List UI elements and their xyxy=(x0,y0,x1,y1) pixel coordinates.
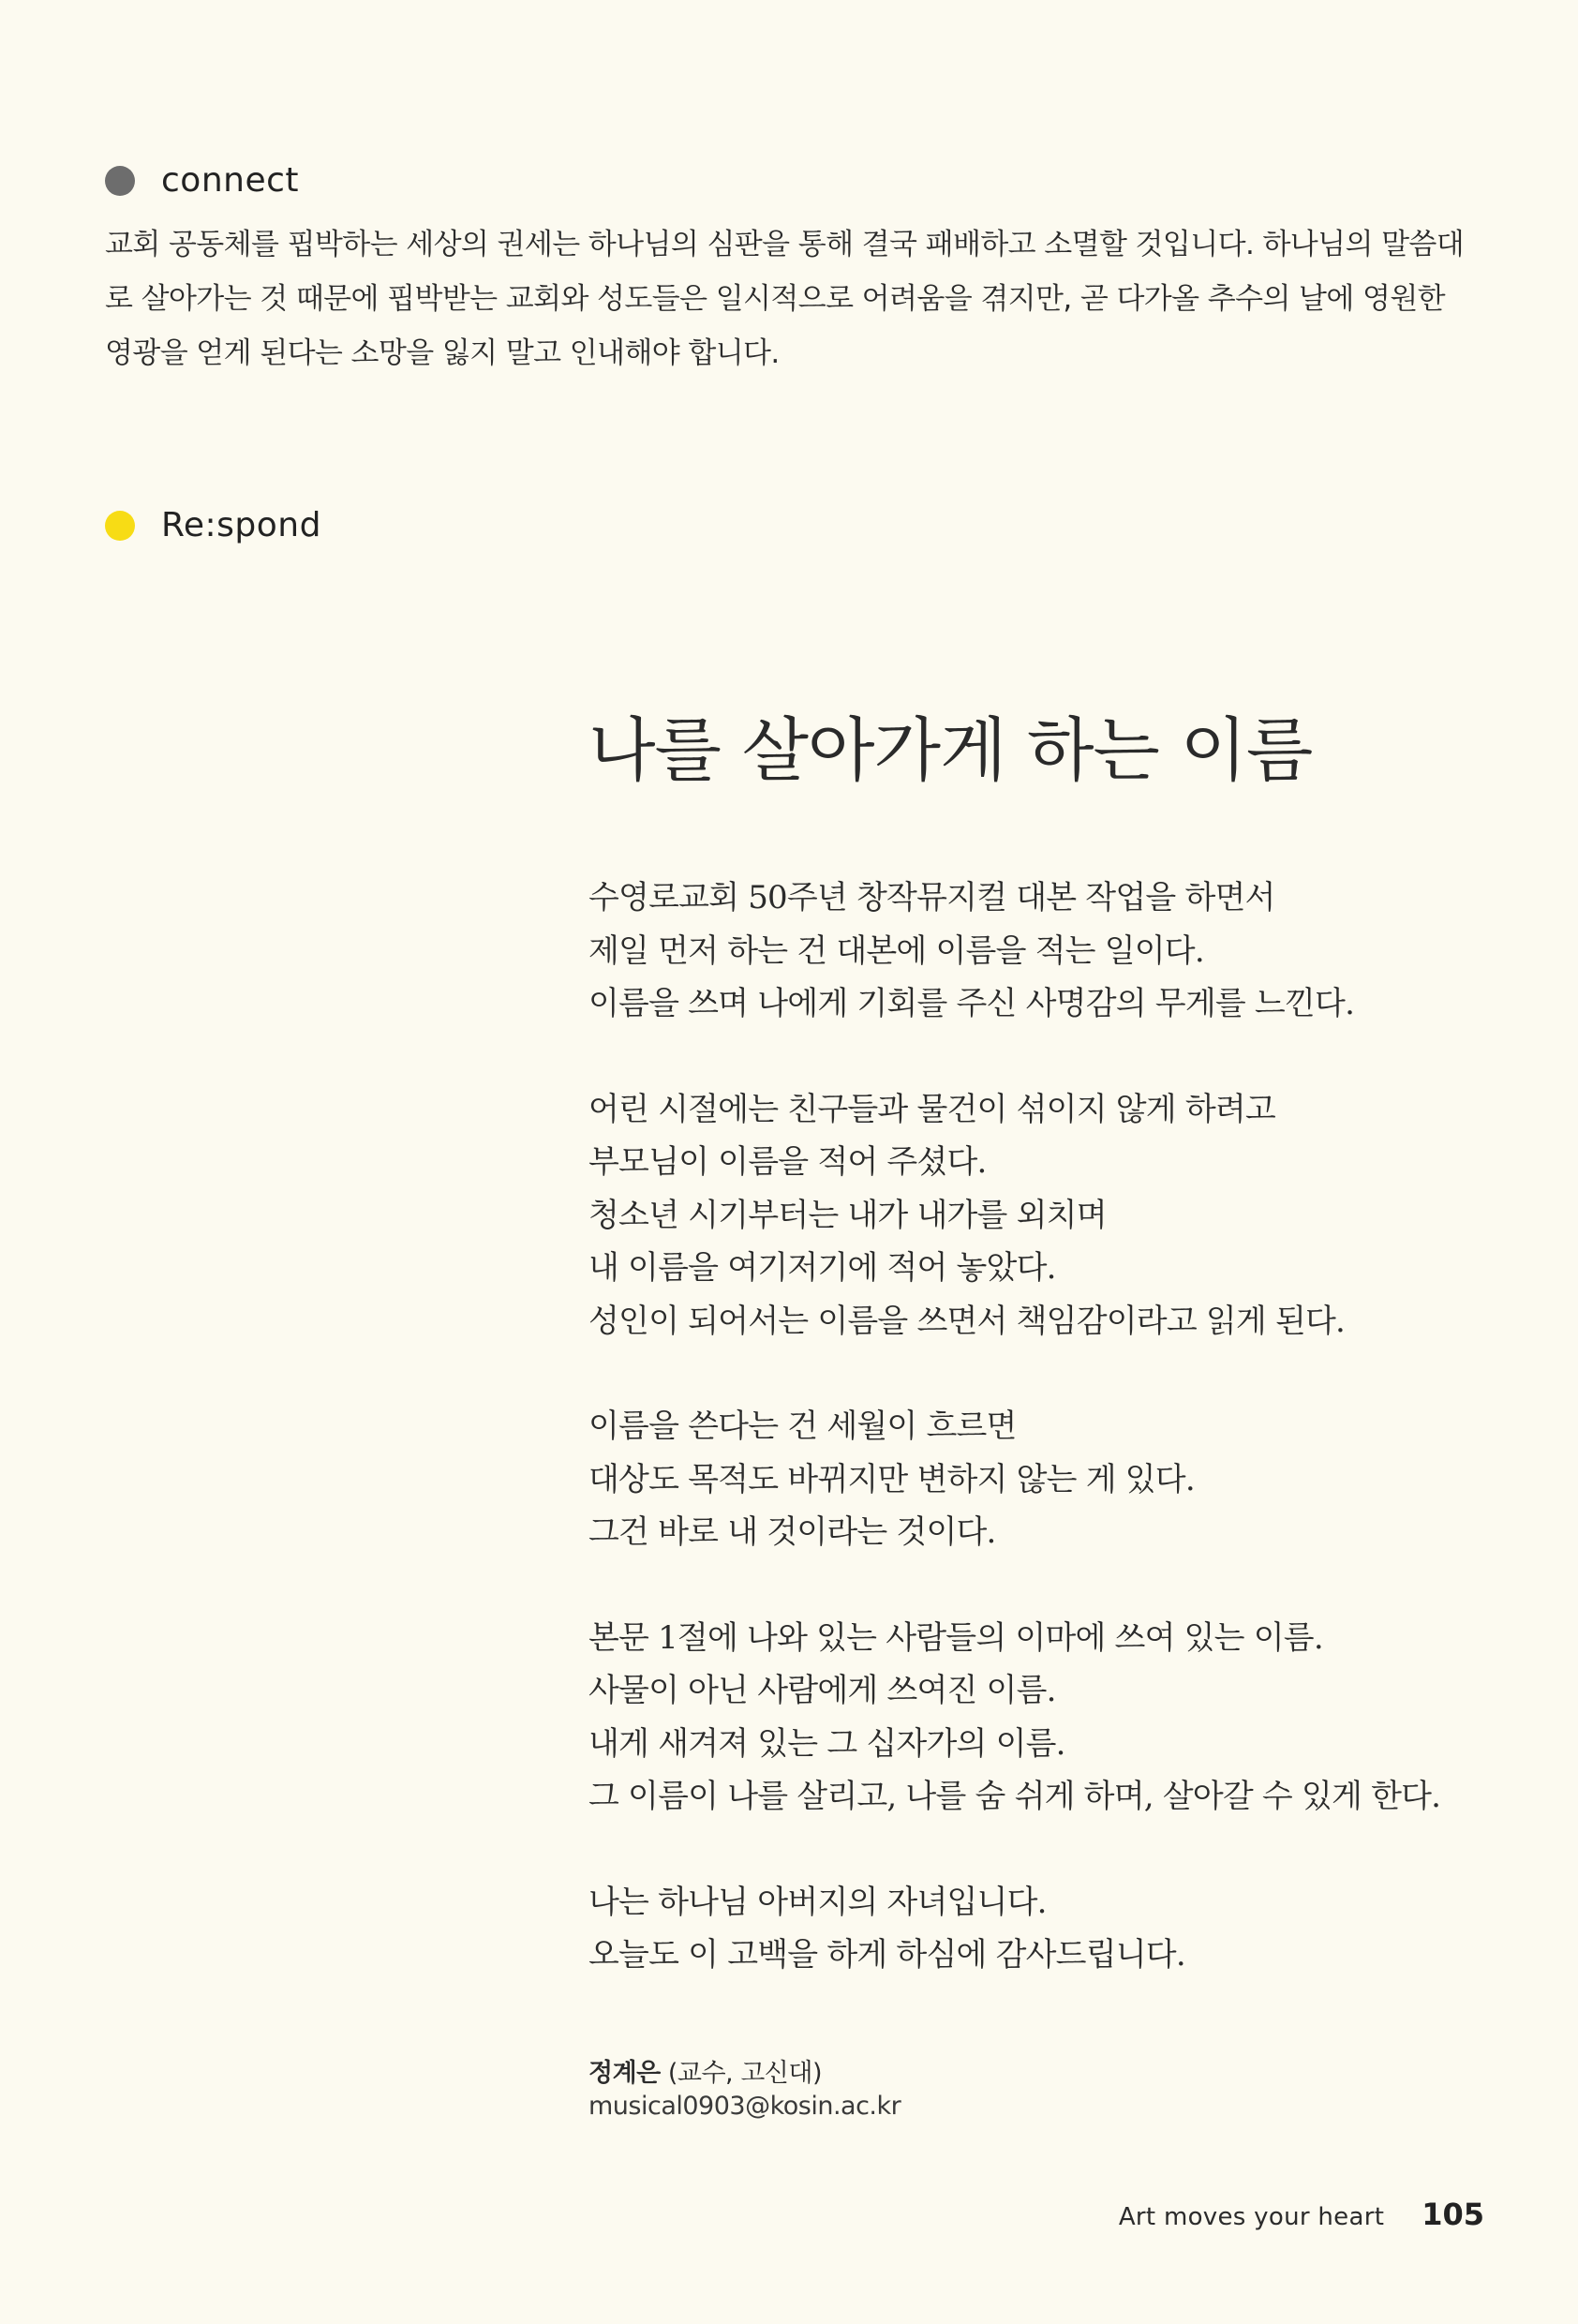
poem-line: 사물이 아닌 사람에게 쓰여진 이름. xyxy=(588,1672,1056,1709)
connect-heading xyxy=(105,161,299,200)
poem-line: 수영로교회 50주년 창작뮤지컬 대본 작업을 하면서 xyxy=(588,879,1275,916)
respond-heading xyxy=(105,506,321,544)
poem-body xyxy=(588,872,1479,2034)
poem-line: 성인이 되어서는 이름을 쓰면서 책임감이라고 읽게 된다. xyxy=(588,1302,1346,1340)
poem-line: 제일 먼저 하는 건 대본에 이름을 적는 일이다. xyxy=(588,931,1204,970)
poem-stanza xyxy=(588,1876,1479,1982)
poem-line: 오늘도 이 고백을 하게 하심에 감사드립니다. xyxy=(588,1936,1185,1974)
poem-line: 그건 바로 내 것이라는 것이다. xyxy=(588,1513,996,1551)
poem-stanza xyxy=(588,1083,1479,1348)
poem-line: 내 이름을 여기저기에 적어 놓았다. xyxy=(588,1249,1056,1287)
poem-line: 청소년 시기부터는 내가 내가를 외치며 xyxy=(588,1196,1107,1234)
poem-line: 이름을 쓴다는 건 세월이 흐르면 xyxy=(588,1408,1017,1445)
poem-line: 나는 하나님 아버지의 자녀입니다. xyxy=(588,1883,1047,1921)
poem-stanza xyxy=(588,872,1479,1031)
page-footer xyxy=(1119,2197,1484,2232)
connect-paragraph: 교회 공동체를 핍박하는 세상의 권세는 하나님의 심판을 통해 결국 패배하고 소멸할 것입니다. 하나님의 말씀대로 살아가는 것 때문에 핍박받는 교회와 성도들은 일시적으로 어려움을 겪지만, 곧 다가올 추수의 날에 영원한 영광을 얻게 된다는 소망을 잃지 말고 인내해야 합니다. xyxy=(105,228,1465,370)
respond-bullet-icon xyxy=(105,511,135,541)
connect-bullet-icon xyxy=(105,166,135,196)
author-name: 정계은 xyxy=(588,2059,661,2088)
poem-line: 어린 시절에는 친구들과 물건이 섞이지 않게 하려고 xyxy=(588,1090,1275,1128)
page-number: 105 xyxy=(1422,2197,1484,2232)
poem-line: 부모님이 이름을 적어 주셨다. xyxy=(588,1143,987,1181)
poem-line: 내게 새겨져 있는 그 십자가의 이름. xyxy=(588,1724,1065,1763)
poem-line: 그 이름이 나를 살리고, 나를 숨 쉬게 하며, 살아갈 수 있게 한다. xyxy=(588,1778,1441,1815)
poem-stanza xyxy=(588,1400,1479,1559)
respond-heading-label: Re:spond xyxy=(161,506,321,544)
footer-tagline: Art moves your heart xyxy=(1118,2203,1385,2231)
poem-title: 나를 살아가게 하는 이름 xyxy=(588,710,1313,791)
poem-line: 이름을 쓰며 나에게 기회를 주신 사명감의 무게를 느낀다. xyxy=(588,985,1355,1022)
poem-line: 대상도 목적도 바뀌지만 변하지 않는 게 있다. xyxy=(588,1460,1195,1498)
poem-line: 본문 1절에 나와 있는 사람들의 이마에 쓰여 있는 이름. xyxy=(588,1618,1323,1657)
author-credit xyxy=(588,2052,822,2089)
connect-heading-label: connect xyxy=(161,161,300,200)
poem-stanza xyxy=(588,1612,1479,1824)
author-email: musical0903@kosin.ac.kr xyxy=(588,2092,901,2121)
author-affiliation: (교수, 고신대) xyxy=(667,2059,822,2088)
